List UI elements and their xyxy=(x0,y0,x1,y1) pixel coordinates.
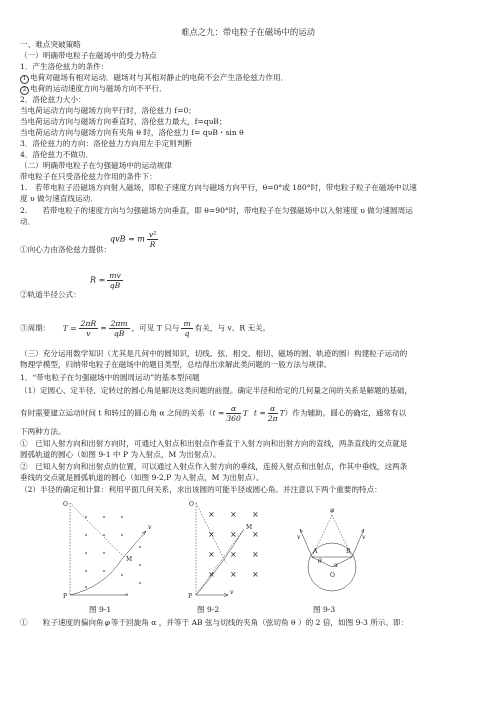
text-span: 有关，与 v、R 无关。 xyxy=(194,323,271,333)
text-line: 4．洛伦兹力不做功． xyxy=(20,150,94,159)
formula-symbol: T xyxy=(242,408,248,418)
field-cross: × xyxy=(252,550,259,559)
field-cross: × xyxy=(208,510,215,519)
denominator: qB xyxy=(113,329,125,338)
label-M: M xyxy=(126,556,133,563)
field-cross: × xyxy=(230,550,237,559)
text-span: ）作为辅助。圆心的确定，通常有以 xyxy=(284,408,407,418)
text-span: 电荷对磁场有相对运动．磁场对与其相对静止的电荷不会产生洛伦兹力作用． xyxy=(30,73,289,82)
label-O: O xyxy=(330,572,335,579)
denominator: v xyxy=(86,329,91,338)
text-line: 当电荷运动方向与磁场方向垂直时，洛伦兹力最大，f=qυB； xyxy=(20,117,227,126)
denominator: qB xyxy=(109,281,121,290)
denominator: 360 xyxy=(226,414,241,423)
text-line: 1. 若带电粒子沿磁场方向射入磁场，即粒子速度方向与磁场方向平行，θ=0°或 180°时，带电粒子粒子在磁场中以速 xyxy=(20,183,417,192)
text-line: 圆弧轨道的圆心（如图 9-1 中 P 为入射点，M 为出射点）。 xyxy=(20,450,221,459)
field-cross: × xyxy=(208,530,215,539)
field-dots xyxy=(85,516,141,588)
fraction xyxy=(147,230,158,249)
circled-number: 2 xyxy=(20,86,29,95)
text-line: ②轨道半径公式： xyxy=(20,290,81,299)
text-span: 有时需要建立运动时间 t 和转过的圆心角 α 之间的关系（ xyxy=(20,408,213,418)
equals-sign: = xyxy=(100,323,107,333)
text-span: ③周期： xyxy=(20,323,51,333)
label-v: v xyxy=(148,524,152,531)
formula-lhs: t = xyxy=(253,408,266,418)
field-cross: × xyxy=(230,570,237,579)
text-line: （2）半径的确定和计算：利用平面几何关系，求出该圆的可能半径或圆心角。并注意以下两个重要的特点： xyxy=(20,485,382,494)
formula-lhs: T = xyxy=(62,323,77,333)
text-line: 2．洛伦兹力大小： xyxy=(20,95,86,104)
formula-lhs: t = xyxy=(212,408,225,418)
circled-number: 1 xyxy=(20,75,29,84)
text-line: ① 已知入射方向和出射方向时，可通过入射点和出射点作垂直于入射方向和出射方向的直线，两条直线的交点就是 xyxy=(20,439,408,448)
text-span: ，可见 T 只与 xyxy=(131,323,180,333)
symbol-phi: φ xyxy=(104,618,110,627)
fraction xyxy=(268,404,278,423)
field-cross: × xyxy=(208,570,215,579)
field-cross: × xyxy=(252,570,259,579)
text-line: 动． xyxy=(20,217,36,226)
label-O: O xyxy=(63,501,68,508)
text-line: （三）充分运用数学知识（尤其是几何中的圆知识，切线、弦、相交、相切、磁场的圆、轨迹的圆）构建粒子运动的 xyxy=(20,349,408,358)
label-M: M xyxy=(246,524,253,531)
field-cross: × xyxy=(230,510,237,519)
text-line: 度 υ 做匀速直线运动． xyxy=(20,194,98,203)
numerator: v² xyxy=(148,230,157,239)
field-crosses xyxy=(208,510,259,579)
subheading-1: （一）明确带电粒子在磁场中的受力特点 xyxy=(20,51,157,60)
heading-section-1: 一、难点突破策略 xyxy=(20,40,81,49)
fraction xyxy=(226,404,241,423)
fraction xyxy=(181,319,192,338)
text-line: 1．“带电粒子在匀强磁场中的圆周运动”的基本型问题 xyxy=(20,373,200,382)
text-line-time-relation xyxy=(20,404,406,423)
label-P: P xyxy=(63,593,68,600)
text-span: 等于回旋角 α ，并等于 AB 弦与切线的夹角（弦切角 θ ）的 2 倍，如图 9-3 所示。即： xyxy=(110,618,409,627)
text-line-last xyxy=(20,618,408,628)
text-line xyxy=(20,84,167,95)
text-line: 带电粒子在只受洛伦兹力作用的条件下： xyxy=(20,172,157,181)
figure-9-3 xyxy=(296,495,406,603)
numerator: α xyxy=(268,404,278,414)
text-line: （1）定圆心、定半径、定转过的圆心角是解决这类问题的前提。确定半径和给定的几何量之间的关系是解题的基础， xyxy=(20,386,413,395)
label-A: A xyxy=(313,548,318,555)
fraction xyxy=(79,319,99,338)
text-line: ② 已知入射方向和出射点的位置，可以通过入射点作入射方向的垂线，连接入射点和出射点，作其中垂线，这两条 xyxy=(20,462,408,471)
field-cross: × xyxy=(252,510,259,519)
fraction xyxy=(107,271,123,290)
denominator: R xyxy=(149,240,156,249)
numerator: α xyxy=(226,404,241,414)
text-line: 3．洛伦兹力的方向：洛伦兹力方向用左手定则判断 xyxy=(20,139,192,148)
field-cross: × xyxy=(252,530,259,539)
fraction xyxy=(109,319,130,338)
label-v-left: v xyxy=(297,534,301,541)
text-line: ①向心力由洛伦兹力提供： xyxy=(20,245,112,254)
caption-9-3: 图 9-3 xyxy=(313,605,336,614)
label-alpha: α xyxy=(334,562,339,569)
caption-9-2: 图 9-2 xyxy=(197,605,220,614)
text-line-period xyxy=(20,319,270,338)
subheading-2: （二）明确带电粒子在匀强磁场中的运动规律 xyxy=(20,161,172,170)
text-span: 电荷的运动速度方向与磁场方向不平行． xyxy=(30,84,167,93)
label-phi: φ xyxy=(330,507,335,514)
numerator: 2πm xyxy=(110,319,128,328)
text-line: 垂线的交点就是圆弧轨道的圆心（如图 9-2,P 为入射点，M 为出射点）。 xyxy=(20,473,264,482)
text-line: 当电荷运动方向与磁场方向有夹角 θ 时，洛伦兹力 f= qυB・sin θ xyxy=(20,128,244,137)
formula-lhs: qvB = m xyxy=(110,234,145,244)
caption-9-1: 图 9-1 xyxy=(89,605,112,614)
text-line: 2. 若带电粒子的速度方向与匀强磁场方向垂直，即 θ=90°时，带电粒子在匀强磁场中以入射速度 υ 做匀速圆周运 xyxy=(20,206,413,215)
page-title: 难点之九：带电粒子在磁场中的运动 xyxy=(181,27,315,37)
label-v-right: v xyxy=(362,534,366,541)
label-v: v xyxy=(230,589,234,596)
formula-symbol: T xyxy=(279,408,285,418)
text-line: 下两种方法。 xyxy=(20,427,66,436)
formula-centripetal xyxy=(110,230,160,249)
text-line: 1．产生洛伦兹力的条件： xyxy=(20,62,109,71)
field-cross: × xyxy=(230,530,237,539)
numerator: m xyxy=(183,319,191,328)
figure-9-2 xyxy=(182,495,292,603)
text-line: 当电荷运动方向与磁场方向平行时，洛伦兹力 f=0； xyxy=(20,106,196,115)
denominator: q xyxy=(184,329,190,338)
text-line xyxy=(20,73,288,84)
figure-9-1 xyxy=(56,495,166,603)
formula-lhs: R = xyxy=(90,275,106,285)
label-B: B xyxy=(346,548,351,555)
label-P: P xyxy=(188,593,193,600)
text-span: ① 粒子速度的偏向角 xyxy=(20,618,104,627)
text-line: 物理学模型，归纳带电粒子在磁场中的题目类型，总结得出求解此类问题的一般方法与规律。 xyxy=(20,360,332,369)
numerator: mv xyxy=(109,271,121,280)
formula-radius xyxy=(90,271,125,290)
label-theta: θ xyxy=(318,558,322,565)
label-O: O xyxy=(189,501,194,508)
numerator: 2πR xyxy=(80,319,97,328)
denominator: 2π xyxy=(267,414,278,423)
field-cross: × xyxy=(208,550,215,559)
